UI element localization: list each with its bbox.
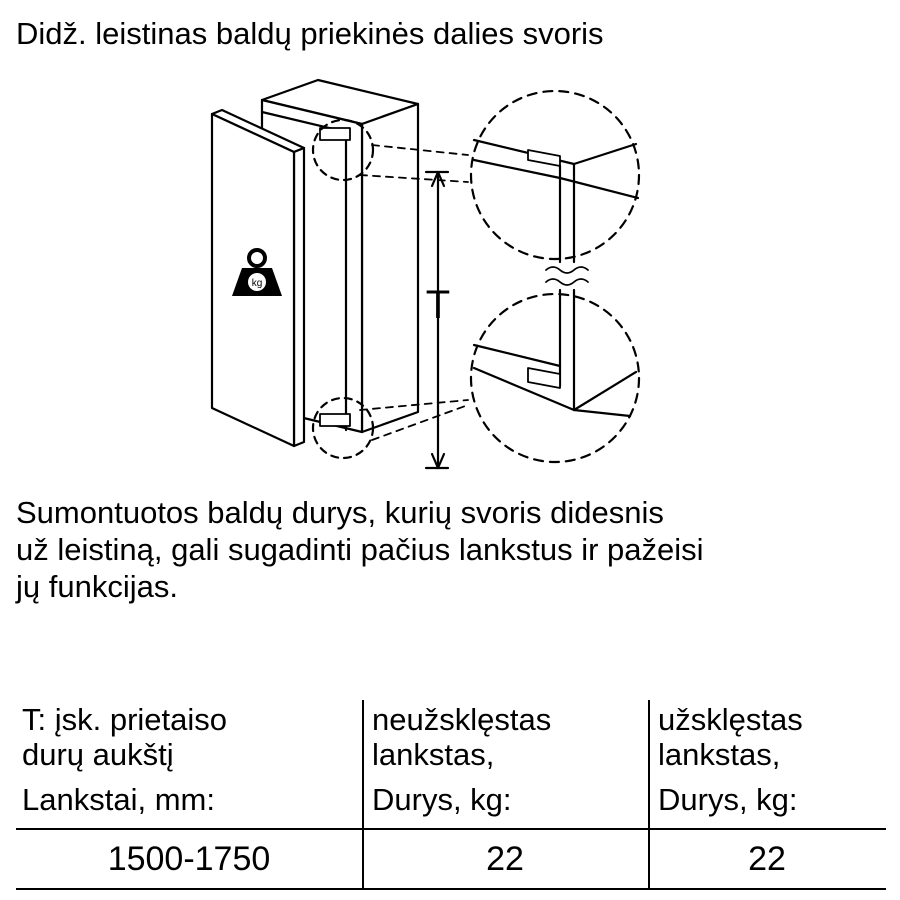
table-cell-unlatched-weight: 22 [486,840,524,878]
header-height: T: įsk. prietaiso durų aukštį Lankstai, mm: [22,702,228,817]
table-bottom-rule [16,888,886,890]
hinge-bottom-detail [471,290,639,462]
warning-line-2: už leistiną, gali sugadinti pačius lankstus ir pažeisi [16,532,704,567]
weight-table [16,700,886,890]
table-cell-latched-weight: 22 [748,840,786,878]
page-title: Didž. leistinas baldų priekinės dalies svoris [16,16,604,51]
warning-line-3: jų funkcijas. [16,569,178,604]
header-unlatched: neužsklęstas lankstas, Durys, kg: [372,702,552,817]
warning-text [16,494,886,605]
hinge-top-detail [471,91,639,262]
weight-unit-label: kg [251,278,263,289]
dimension-label: T [425,283,451,327]
warning-line-1: Sumontuotos baldų durys, kurių svoris didesnis [16,495,664,530]
table-cell-height: 1500-1750 [107,840,271,878]
header-divider [16,828,886,830]
header-latched: užsklęstas lankstas, Durys, kg: [658,702,803,817]
